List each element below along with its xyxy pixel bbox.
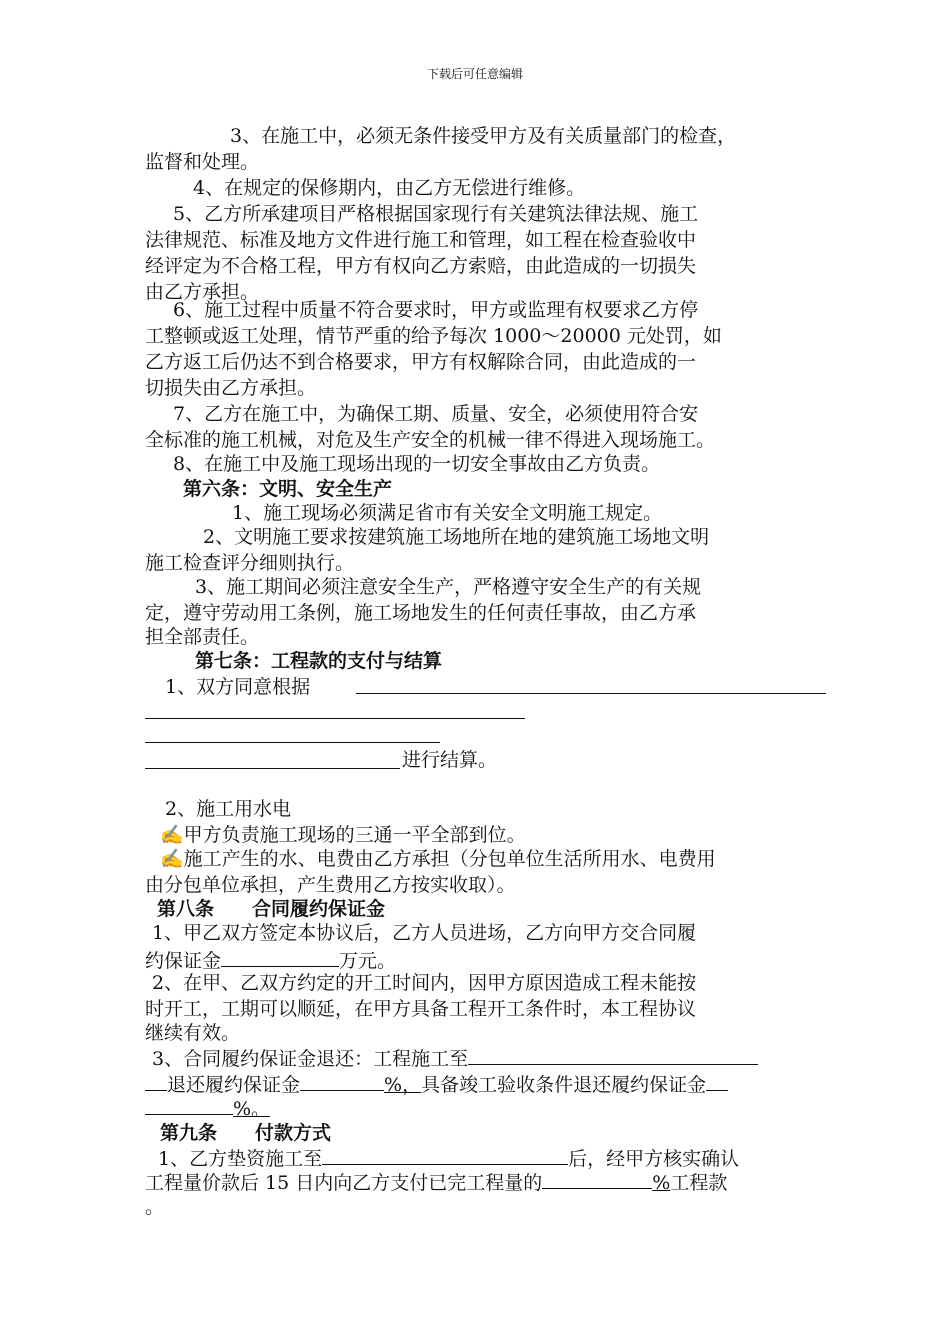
- clause-8-2-line1: 2、在甲、乙双方约定的开工时间内，因甲方原因造成工程未能按: [152, 972, 697, 994]
- article-6-title: 第六条：文明、安全生产: [183, 478, 393, 500]
- clause-8-2-line2: 时开工，工期可以顺延，在甲方具备工程开工条件时，本工程协议: [145, 998, 697, 1020]
- clause-8-3-line2: 退还履约保证金 %，具备竣工验收条件退还履约保证金: [145, 1070, 805, 1098]
- clause-6-2-line1: 2、文明施工要求按建筑施工场地所在地的建筑施工场地文明: [203, 526, 710, 548]
- blank-line: [542, 1168, 652, 1189]
- clause-5-7-line2: 全标准的施工机械，对危及生产安全的机械一律不得进入现场施工。: [145, 429, 716, 451]
- clause-6-3-line1: 3、施工期间必须注意安全生产，严格遵守安全生产的有关规: [195, 576, 702, 598]
- blank-line: [145, 1070, 167, 1091]
- clause-8-3-line3: %。: [145, 1094, 805, 1122]
- clause-5-5-line3: 经评定为不合格工程，甲方有权向乙方索赔，由此造成的一切损失: [145, 255, 697, 277]
- clause-7-2-bullet2-line2: 由分包单位承担，产生费用乙方按实收取）。: [145, 874, 516, 896]
- clause-8-1-line2: 约保证金 万元。: [145, 946, 805, 974]
- clause-9-1-line2: 工程量价款后 15 日内向乙方支付已完工程量的 %工程款: [145, 1168, 805, 1196]
- clause-7-1-lead: 1、双方同意根据: [165, 676, 311, 698]
- clause-9-1-line1: 1、乙方垫资施工至 后，经甲方核实确认: [158, 1144, 818, 1172]
- clause-5-8: 8、在施工中及施工现场出现的一切安全事故由乙方负责。: [173, 453, 661, 475]
- page-header: 下载后可任意编辑: [426, 67, 523, 81]
- clause-7-1-end: 进行结算。: [402, 749, 498, 771]
- blank-line: [300, 1070, 384, 1091]
- clause-8-3-line1: 3、合同履约保证金退还：工程施工至: [152, 1044, 812, 1072]
- clause-5-6-line3: 乙方返工后仍达不到合格要求，甲方有权解除合同，由此造成的一: [145, 351, 697, 373]
- article-9-title: 第九条 付款方式: [160, 1122, 332, 1144]
- pen-icon: ✍: [160, 824, 184, 846]
- clause-5-5-line1: 5、乙方所承建项目严格根据国家现行有关建筑法律法规、施工: [173, 203, 699, 225]
- clause-5-7-line1: 7、乙方在施工中，为确保工期、质量、安全，必须使用符合安: [173, 403, 699, 425]
- blank-line: [706, 1070, 728, 1091]
- clause-5-3-line2: 监督和处理。: [145, 151, 260, 173]
- clause-6-2-line2: 施工检查评分细则执行。: [145, 552, 355, 574]
- clause-8-2-line3: 继续有效。: [145, 1022, 241, 1044]
- clause-8-1-line1: 1、甲乙双方签定本协议后，乙方人员进场，乙方向甲方交合同履: [152, 922, 697, 944]
- article-8-title: 第八条 合同履约保证金: [157, 898, 386, 920]
- clause-5-3-line1: 3、在施工中，必须无条件接受甲方及有关质量部门的检查，: [230, 125, 737, 147]
- clause-6-3-line3: 担全部责任。: [145, 626, 260, 648]
- clause-5-4: 4、在规定的保修期内，由乙方无偿进行维修。: [193, 177, 586, 199]
- clause-5-6-line1: 6、施工过程中质量不符合要求时，甲方或监理有权要求乙方停: [173, 299, 699, 321]
- clause-9-1-line3: 。: [145, 1196, 165, 1218]
- clause-5-6-line4: 切损失由乙方承担。: [145, 377, 317, 399]
- clause-5-6-line2: 工整顿或返工处理，情节严重的给予每次 1000～20000 元处罚，如: [145, 325, 722, 347]
- clause-5-5-line2: 法律规范、标准及地方文件进行施工和管理，如工程在检查验收中: [145, 229, 697, 251]
- clause-7-2-bullet1: ✍甲方负责施工现场的三通一平全部到位。: [160, 824, 526, 846]
- blank-line: [356, 693, 826, 694]
- blank-line: [221, 946, 339, 967]
- blank-line: [322, 1144, 568, 1165]
- clause-6-1: 1、施工现场必须满足省市有关安全文明施工规定。: [232, 502, 663, 524]
- blank-line: [145, 742, 440, 743]
- clause-7-2: 2、施工用水电: [165, 798, 292, 820]
- blank-line: [145, 1094, 233, 1115]
- clause-6-3-line2: 定，遵守劳动用工条例，施工场地发生的任何责任事故，由乙方承: [145, 602, 697, 624]
- blank-line: [145, 718, 525, 719]
- pen-icon: ✍: [160, 848, 184, 870]
- blank-line: [145, 768, 400, 769]
- clause-7-2-bullet2-line1: ✍施工产生的水、电费由乙方承担（分包单位生活所用水、电费用: [160, 848, 716, 870]
- clause-5-5-line4: 由乙方承担。: [145, 281, 260, 303]
- blank-line: [468, 1044, 758, 1065]
- article-7-title: 第七条：工程款的支付与结算: [195, 650, 443, 672]
